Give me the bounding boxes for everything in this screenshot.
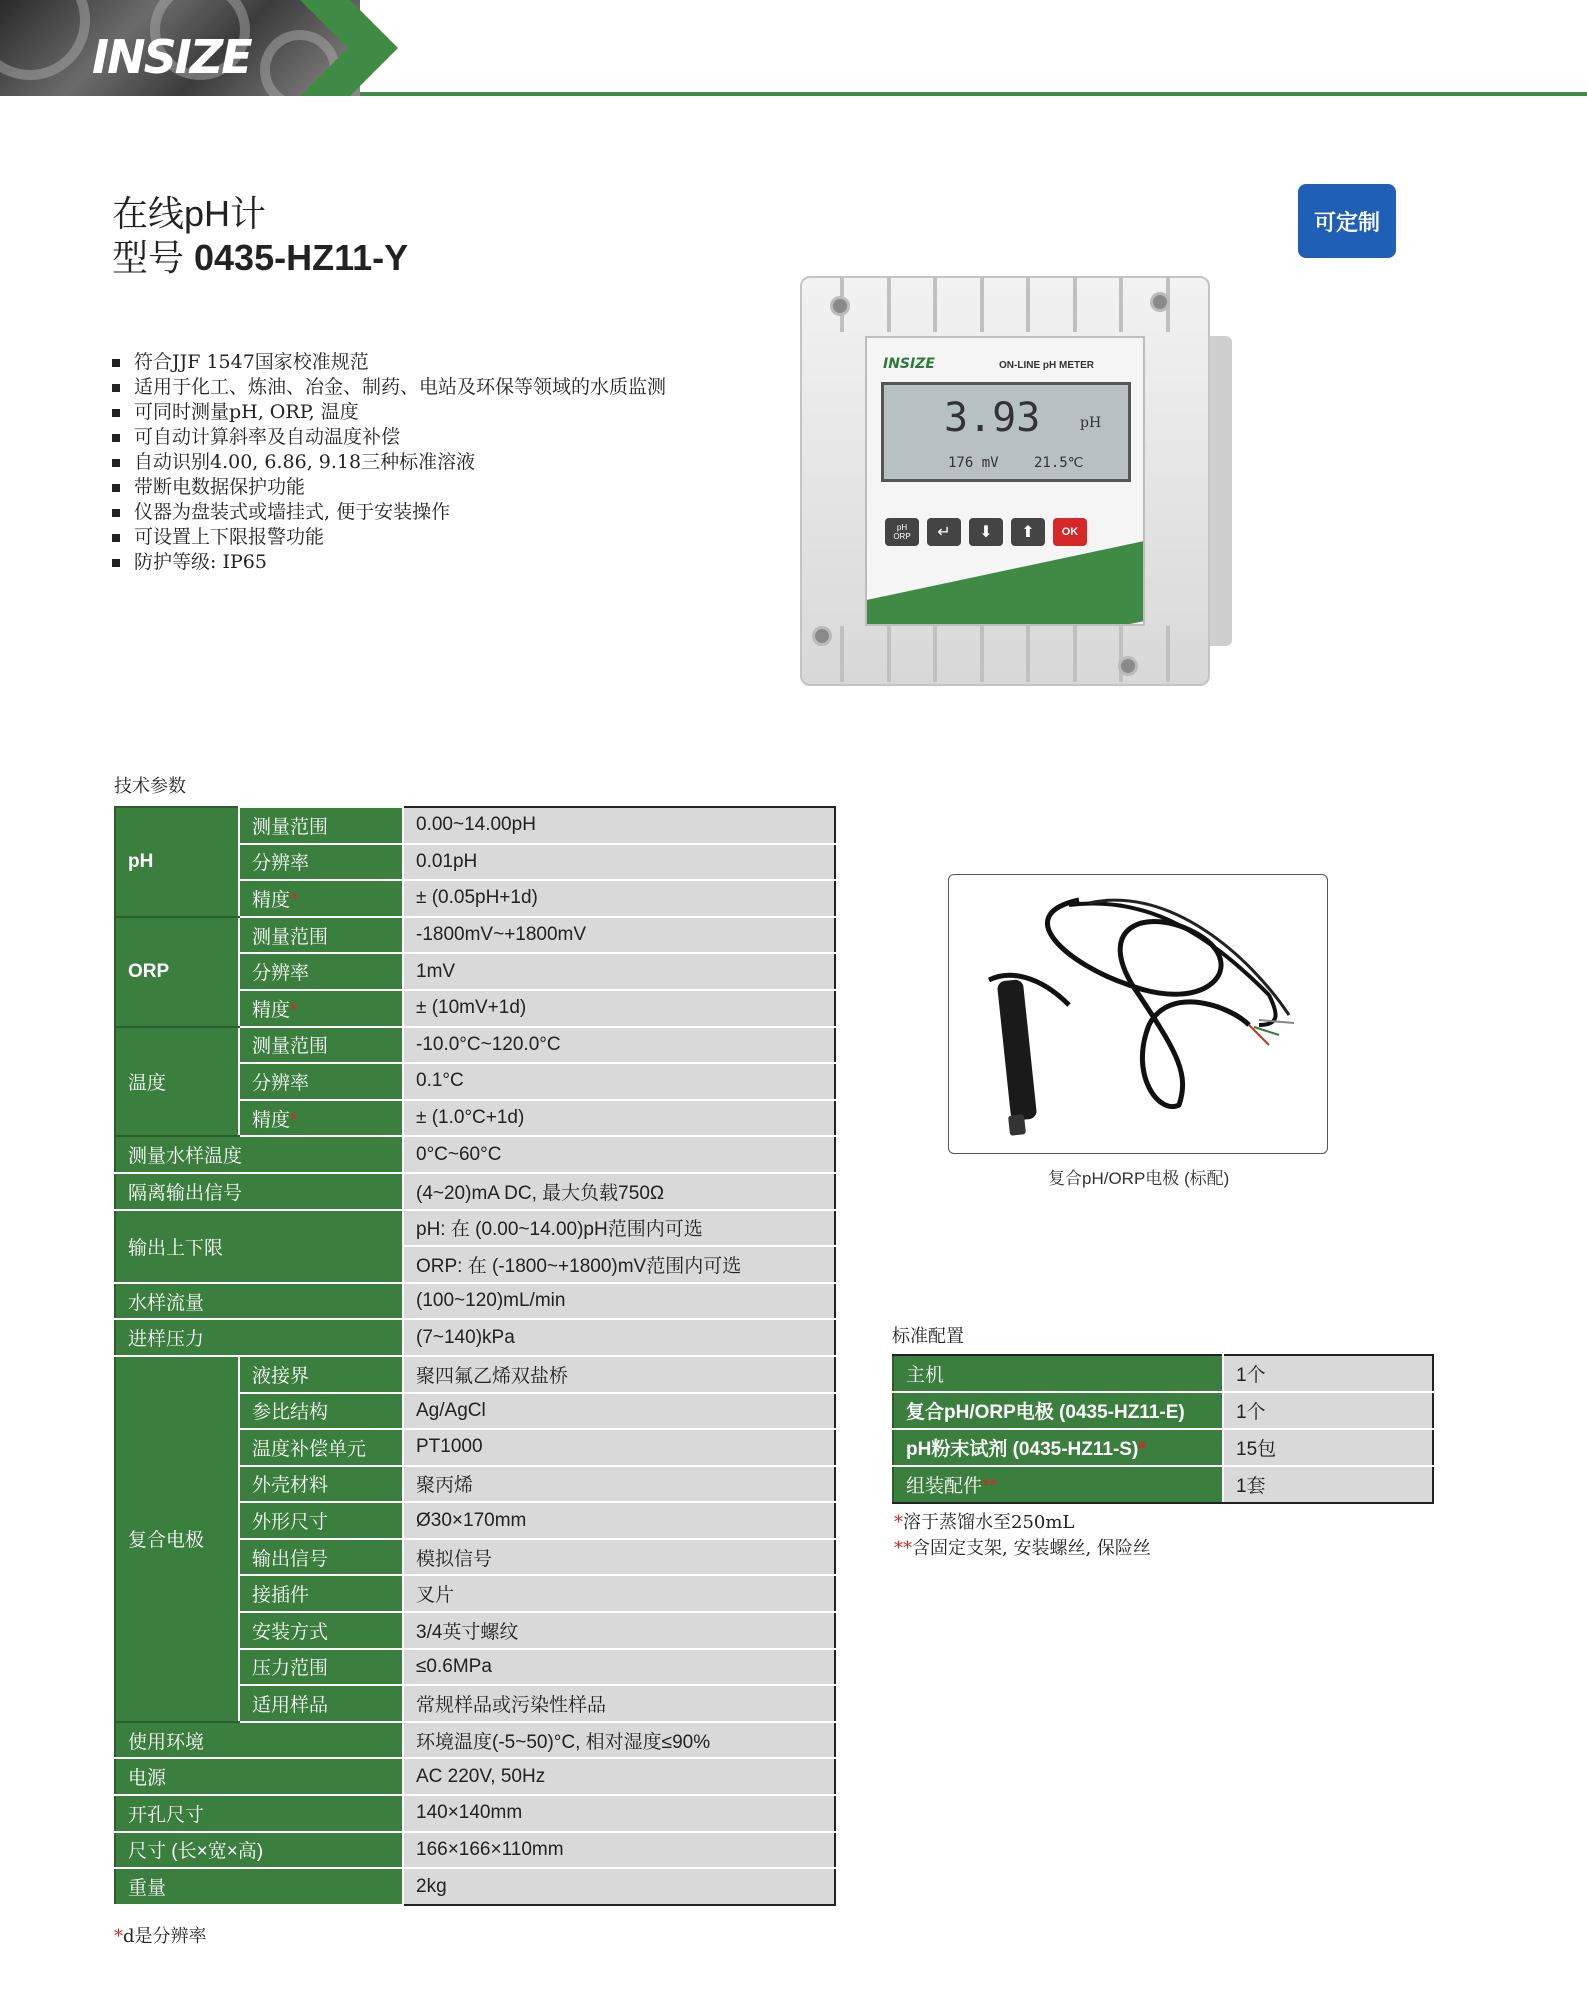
table-row [115,1795,835,1832]
lcd-ph-unit: pH [1080,415,1102,431]
customizable-badge: 可定制 [1298,184,1396,258]
feature-list [112,350,666,575]
spec-key: 外壳材料 [239,1466,403,1503]
spec-value: -1800mV~+1800mV [403,917,835,954]
spec-key: 使用环境 [115,1722,403,1759]
table-row [893,1392,1433,1429]
meter-brand-logo: INSIZE [883,356,935,372]
config-note-text: 含固定支架, 安装螺丝, 保险丝 [912,1538,1151,1559]
spec-group-temp: 温度 [115,1027,239,1137]
spec-value: Ag/AgCl [403,1393,835,1430]
bullet-square-icon [112,534,120,542]
meter-up-arrow-icon: ⬆ [1011,518,1045,546]
spec-value: ≤0.6MPa [403,1649,835,1686]
meter-model-text: ON-LINE pH METER [999,360,1094,371]
screw-icon [1118,656,1138,676]
lcd-ph-value: 3.93 [944,395,1041,441]
feature-text: 自动识别4.00, 6.86, 9.18三种标准溶液 [134,451,476,473]
model-number: 0435-HZ11-Y [194,237,409,278]
config-note [894,1508,1074,1534]
footnote-star: * [114,1926,123,1947]
spec-value: Ø30×170mm [403,1502,835,1539]
bullet-square-icon [112,434,120,442]
spec-group-ph: pH [115,807,239,917]
config-item [893,1429,1223,1466]
config-item-text: 主机 [906,1365,945,1386]
spec-key-text: 精度 [252,889,291,911]
table-row [115,807,835,844]
spec-key: 进样压力 [115,1319,403,1356]
config-qty: 1个 [1223,1355,1433,1392]
spec-value: 2kg [403,1868,835,1905]
product-model [112,230,408,281]
meter-down-arrow-icon: ⬇ [969,518,1003,546]
spec-key: 分辨率 [239,953,403,990]
spec-key: 温度补偿单元 [239,1429,403,1466]
config-qty: 1个 [1223,1392,1433,1429]
spec-value: 140×140mm [403,1795,835,1832]
spec-key: 适用样品 [239,1685,403,1722]
spec-key: 隔离输出信号 [115,1173,403,1210]
config-item-text: pH粉末试剂 (0435-HZ11-S) [906,1439,1139,1460]
spec-key: 分辨率 [239,844,403,881]
spec-value: (4~20)mA DC, 最大负载750Ω [403,1173,835,1210]
table-row [893,1355,1433,1392]
spec-key: 接插件 [239,1575,403,1612]
spec-key: 开孔尺寸 [115,1795,403,1832]
footnote-star: * [894,1512,903,1533]
screw-icon [830,296,850,316]
feature-text: 符合JJF 1547国家校准规范 [134,351,369,373]
lcd-temp-value: 21.5℃ [1034,455,1084,471]
spec-value: 常规样品或污染性样品 [403,1685,835,1722]
footnote-star: * [290,999,298,1021]
electrode-illustration [949,875,1329,1155]
table-row [115,917,835,954]
header-rule [360,92,1587,96]
product-title: 在线pH计 [112,193,267,234]
spec-key: 电源 [115,1758,403,1795]
spec-value: PT1000 [403,1429,835,1466]
spec-key: 压力范围 [239,1649,403,1686]
bullet-square-icon [112,559,120,567]
feature-text: 适用于化工、炼油、冶金、制药、电站及环保等领域的水质监测 [134,376,667,398]
electrode-caption: 复合pH/ORP电极 (标配) [1048,1169,1230,1188]
feature-text: 可自动计算斜率及自动温度补偿 [134,426,401,448]
spec-value: 1mV [403,953,835,990]
spec-key: 水样流量 [115,1283,403,1320]
config-qty: 1套 [1223,1466,1433,1503]
spec-key: 参比结构 [239,1393,403,1430]
config-note [894,1534,1151,1560]
config-section-label: 标准配置 [892,1326,964,1346]
table-row [893,1429,1433,1466]
spec-value: ORP: 在 (-1800~+1800)mV范围内可选 [403,1246,835,1283]
feature-item [112,550,666,575]
meter-side-housing [1210,336,1232,646]
spec-key: 输出信号 [239,1539,403,1576]
meter-ph-orp-button: pH ORP [885,518,919,546]
meter-top-ribs [840,276,1170,336]
spec-key: 测量范围 [239,807,403,844]
spec-key [239,1100,403,1137]
spec-value: ± (1.0°C+1d) [403,1100,835,1137]
model-prefix: 型号 [112,237,195,278]
table-row [115,1027,835,1064]
footnote-star: ** [894,1538,912,1559]
screw-icon [812,626,832,646]
meter-front-panel [865,336,1145,626]
bullet-square-icon [112,384,120,392]
spec-value: 模拟信号 [403,1539,835,1576]
feature-item [112,400,666,425]
spec-key: 测量范围 [239,1027,403,1064]
spec-group-orp: ORP [115,917,239,1027]
spec-value: 0.1°C [403,1063,835,1100]
spec-key: 安装方式 [239,1612,403,1649]
feature-item [112,475,666,500]
ph-meter-product-image [800,276,1230,696]
table-row [115,1283,835,1320]
table-row [115,1722,835,1759]
spec-key: 液接界 [239,1356,403,1393]
config-note-text: 溶于蒸馏水至250mL [903,1512,1075,1533]
footnote-star: * [290,1109,298,1131]
spec-key: 输出上下限 [115,1210,403,1283]
bullet-square-icon [112,459,120,467]
table-row [115,1356,835,1393]
table-row [115,1832,835,1869]
spec-footnote [114,1922,207,1948]
feature-text: 带断电数据保护功能 [134,476,306,498]
table-row [115,1136,835,1173]
feature-text: 仪器为盘装式或墙挂式, 便于安装操作 [134,501,451,523]
spec-group-electrode: 复合电极 [115,1356,239,1722]
config-item-text: 复合pH/ORP电极 (0435-HZ11-E) [906,1402,1185,1423]
spec-key: 尺寸 (长×宽×高) [115,1832,403,1869]
config-qty: 15包 [1223,1429,1433,1466]
spec-value: 0.01pH [403,844,835,881]
meter-bottom-ribs [840,626,1170,686]
config-item [893,1466,1223,1503]
feature-item [112,450,666,475]
spec-key: 分辨率 [239,1063,403,1100]
feature-item [112,375,666,400]
spec-value: 0.00~14.00pH [403,807,835,844]
meter-lcd-display [881,382,1131,482]
bullet-square-icon [112,409,120,417]
config-table [892,1354,1434,1504]
feature-item [112,425,666,450]
config-item-text: 组装配件 [906,1476,983,1497]
spec-value: 166×166×110mm [403,1832,835,1869]
table-row [115,1210,835,1247]
meter-ok-button: OK [1053,518,1087,546]
feature-item [112,525,666,550]
feature-item [112,500,666,525]
feature-item [112,350,666,375]
footnote-star: * [1138,1439,1146,1460]
spec-value: 聚四氟乙烯双盐桥 [403,1356,835,1393]
spec-value: 叉片 [403,1575,835,1612]
spec-value: -10.0°C~120.0°C [403,1027,835,1064]
spec-key [239,990,403,1027]
config-item [893,1392,1223,1429]
spec-key [239,880,403,917]
lcd-mv-value: 176 mV [948,455,999,471]
spec-value: 3/4英寸螺纹 [403,1612,835,1649]
spec-key: 测量水样温度 [115,1136,403,1173]
table-row [893,1466,1433,1503]
table-row [115,1319,835,1356]
spec-key: 外形尺寸 [239,1502,403,1539]
spec-value: 环境温度(-5~50)°C, 相对湿度≤90% [403,1722,835,1759]
electrode-product-image [948,874,1328,1154]
feature-text: 可同时测量pH, ORP, 温度 [134,401,359,423]
table-row [115,1173,835,1210]
spec-value: (7~140)kPa [403,1319,835,1356]
spec-value: ± (0.05pH+1d) [403,880,835,917]
table-row [115,1868,835,1905]
footnote-star: ** [982,1476,997,1497]
spec-value: ± (10mV+1d) [403,990,835,1027]
spec-value: (100~120)mL/min [403,1283,835,1320]
feature-text: 防护等级: IP65 [134,551,267,573]
spec-value: pH: 在 (0.00~14.00)pH范围内可选 [403,1210,835,1247]
insize-logo: INSIZE [92,30,251,84]
bullet-square-icon [112,359,120,367]
spec-section-label: 技术参数 [114,776,186,796]
feature-text: 可设置上下限报警功能 [134,526,325,548]
footnote-star: * [290,889,298,911]
bullet-square-icon [112,484,120,492]
table-row [115,1758,835,1795]
spec-value: 0°C~60°C [403,1136,835,1173]
spec-key-text: 精度 [252,999,291,1021]
spec-key: 重量 [115,1868,403,1905]
spec-table [114,806,836,1906]
spec-value: 聚丙烯 [403,1466,835,1503]
footnote-text: d是分辨率 [123,1926,207,1947]
bullet-square-icon [112,509,120,517]
spec-key-text: 精度 [252,1109,291,1131]
spec-key: 测量范围 [239,917,403,954]
config-item [893,1355,1223,1392]
screw-icon [1150,292,1170,312]
meter-enter-icon: ↵ [927,518,961,546]
spec-value: AC 220V, 50Hz [403,1758,835,1795]
